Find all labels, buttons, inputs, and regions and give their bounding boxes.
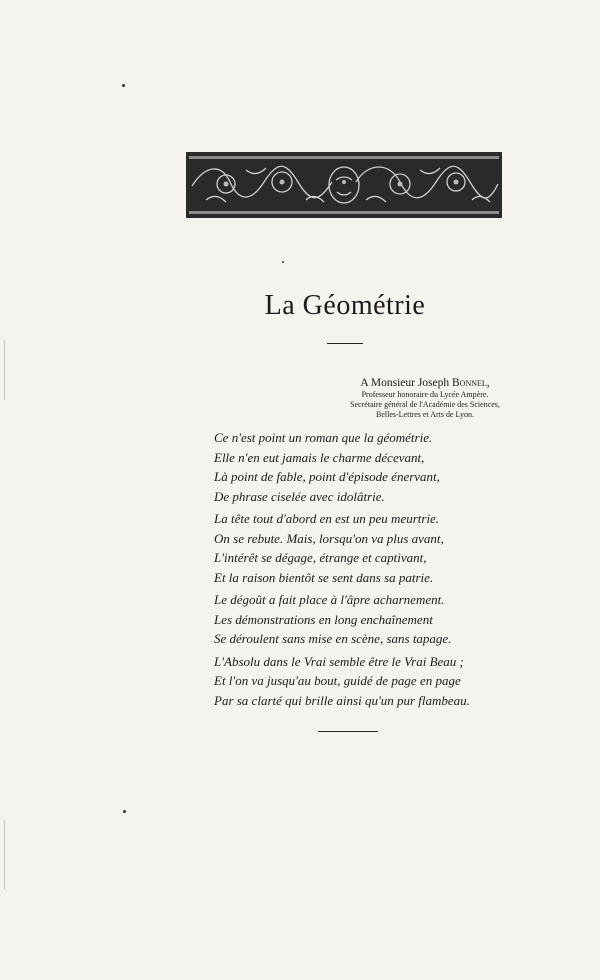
left-margin-mark: [4, 820, 5, 890]
verse-line: On se rebute. Mais, lorsqu'on va plus avant,: [214, 530, 444, 546]
closing-rule: [318, 731, 378, 732]
dedication-institution: Belles-Lettres et Arts de Lyon.: [376, 410, 474, 419]
poem-body: [214, 428, 514, 713]
title-rule: [327, 343, 363, 344]
verse-line: Se déroulent sans mise en scène, sans tapage.: [214, 631, 452, 646]
speck: [122, 84, 125, 87]
speck: [282, 261, 284, 263]
verse-line: Et l'on va jusqu'au bout, guidé de page en page: [214, 673, 461, 688]
verse-line: Là point de fable, point d'épisode énervant,: [214, 469, 440, 484]
verse-line: Elle n'en eut jamais le charme décevant,: [214, 449, 425, 465]
left-margin-mark: [4, 340, 5, 400]
decorative-headpiece: [186, 152, 502, 218]
verse-line: Et la raison bientôt se sent dans sa patrie.: [214, 569, 434, 585]
poem-title: La Géométrie: [264, 290, 426, 321]
verse-line: L'intérêt se dégage, étrange et captivant,: [214, 550, 427, 565]
verse-line: La tête tout d'abord en est un peu meurtrie.: [214, 511, 440, 526]
speck: [123, 810, 126, 813]
verse-line: Les démonstrations en long enchaînement: [214, 611, 433, 627]
verse-line: L'Absolu dans le Vrai semble être le Vrai Beau ;: [214, 653, 464, 669]
verse-line: Le dégoût a fait place à l'âpre acharnement.: [214, 592, 445, 607]
stanza: [214, 590, 514, 649]
dedication-salutation: A Monsieur Joseph: [360, 377, 450, 389]
stanza: [214, 509, 514, 587]
dedication-role: Secrétaire général de l'Académie des Sciences,: [350, 400, 500, 409]
verse-line: Ce n'est point un roman que la géométrie.: [214, 430, 433, 445]
verse-line: Par sa clarté qui brille ainsi qu'un pur flambeau.: [214, 692, 470, 708]
dedication-title: Professeur honoraire du Lycée Ampère.: [361, 390, 489, 399]
dedication-comma: ,: [486, 377, 490, 389]
dedication-surname: Bonnel: [452, 377, 487, 389]
dedication-recipient: [330, 376, 520, 390]
stanza: [214, 428, 514, 506]
dedication: [330, 376, 520, 420]
verse-line: De phrase ciselée avec idolâtrie.: [214, 488, 385, 504]
stanza: [214, 652, 514, 711]
